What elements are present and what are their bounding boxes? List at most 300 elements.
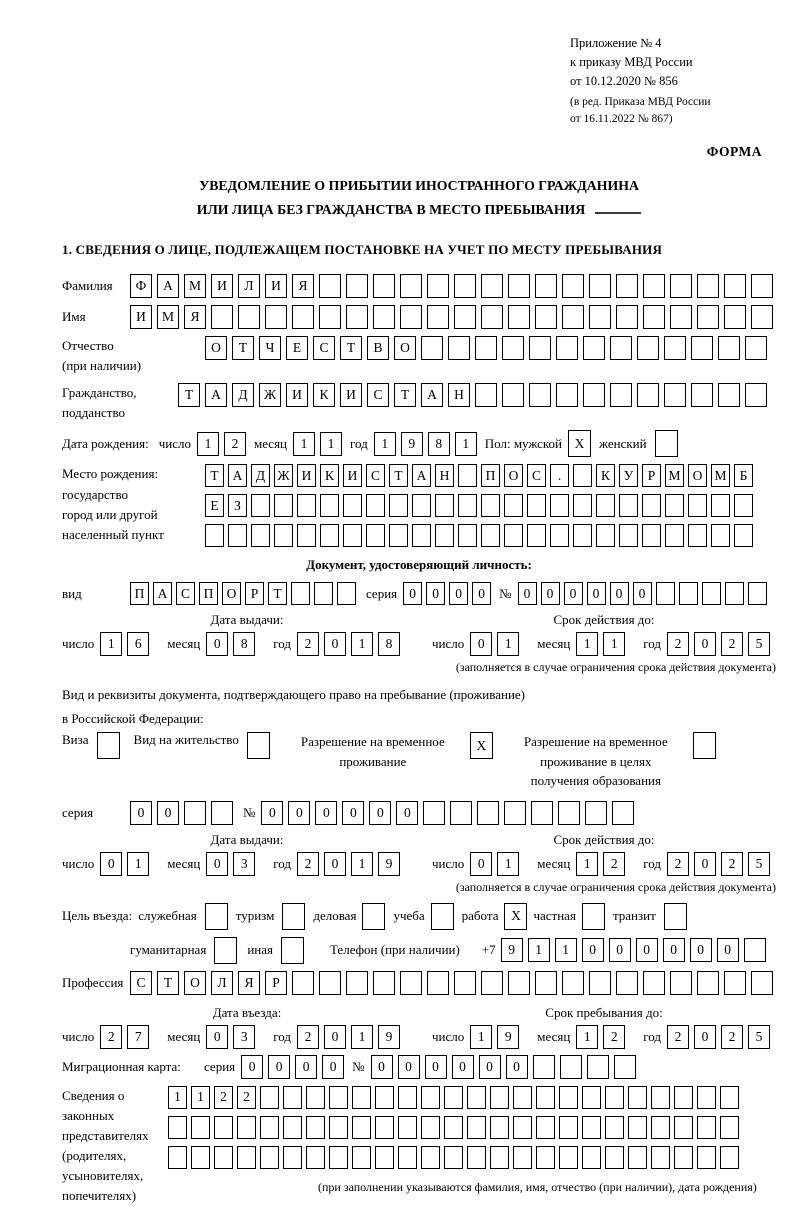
char-cell[interactable] [398,1086,417,1109]
char-cell[interactable]: 1 [351,632,373,656]
char-cell[interactable]: 2 [237,1086,256,1109]
char-cell[interactable]: 1 [455,432,477,456]
char-cell[interactable]: К [596,464,615,487]
char-cell[interactable]: П [130,582,149,605]
char-cell[interactable]: 0 [609,938,631,962]
char-cell[interactable] [744,938,766,962]
char-cell[interactable] [693,732,716,759]
char-cell[interactable] [643,971,665,995]
char-cell[interactable]: 0 [449,582,468,605]
char-cell[interactable] [628,1086,647,1109]
char-cell[interactable] [375,1116,394,1139]
doc-series-cells[interactable] [403,582,491,605]
char-cell[interactable] [292,971,314,995]
char-cell[interactable]: 0 [425,1055,447,1079]
char-cell[interactable]: И [265,274,287,298]
char-cell[interactable] [656,582,675,605]
expiry-month-cells[interactable] [576,632,625,656]
char-cell[interactable] [724,305,746,329]
char-cell[interactable]: 0 [479,1055,501,1079]
char-cell[interactable] [481,524,500,547]
char-cell[interactable] [559,1146,578,1169]
char-cell[interactable] [614,1055,636,1079]
char-cell[interactable] [697,1146,716,1169]
char-cell[interactable] [573,524,592,547]
char-cell[interactable]: С [176,582,195,605]
char-cell[interactable]: 2 [297,852,319,876]
char-cell[interactable] [513,1086,532,1109]
char-cell[interactable] [412,494,431,517]
char-cell[interactable] [642,494,661,517]
char-cell[interactable] [320,494,339,517]
char-cell[interactable] [454,305,476,329]
migration-number-cells[interactable] [371,1055,636,1079]
char-cell[interactable] [651,1086,670,1109]
char-cell[interactable]: 1 [197,432,219,456]
char-cell[interactable]: В [367,336,389,360]
char-cell[interactable] [362,903,385,930]
char-cell[interactable] [319,305,341,329]
char-cell[interactable]: Б [734,464,753,487]
char-cell[interactable]: Р [265,971,287,995]
entry-month-cells[interactable] [206,1025,255,1049]
char-cell[interactable] [688,494,707,517]
char-cell[interactable]: М [157,305,179,329]
char-cell[interactable]: 0 [690,938,712,962]
char-cell[interactable]: 2 [214,1086,233,1109]
char-cell[interactable] [596,524,615,547]
char-cell[interactable]: 0 [587,582,606,605]
char-cell[interactable]: 1 [293,432,315,456]
char-cell[interactable] [191,1146,210,1169]
char-cell[interactable]: 0 [403,582,422,605]
purpose-business-checkbox[interactable] [362,903,385,930]
char-cell[interactable] [745,383,767,407]
char-cell[interactable]: 5 [748,1025,770,1049]
char-cell[interactable] [559,1086,578,1109]
char-cell[interactable] [610,383,632,407]
char-cell[interactable] [337,582,356,605]
char-cell[interactable]: 3 [233,852,255,876]
char-cell[interactable] [214,937,237,964]
char-cell[interactable] [329,1116,348,1139]
char-cell[interactable] [427,305,449,329]
char-cell[interactable]: С [130,971,152,995]
purpose-other-checkbox[interactable] [281,937,304,964]
char-cell[interactable] [352,1116,371,1139]
char-cell[interactable]: 2 [667,632,689,656]
char-cell[interactable] [427,971,449,995]
char-cell[interactable] [589,305,611,329]
char-cell[interactable] [281,937,304,964]
char-cell[interactable]: Ч [259,336,281,360]
char-cell[interactable] [400,274,422,298]
char-cell[interactable] [458,524,477,547]
char-cell[interactable] [536,1146,555,1169]
char-cell[interactable] [562,305,584,329]
char-cell[interactable] [745,336,767,360]
profession-cells[interactable] [130,971,773,995]
char-cell[interactable] [475,383,497,407]
char-cell[interactable] [319,971,341,995]
char-cell[interactable] [237,1116,256,1139]
char-cell[interactable]: О [394,336,416,360]
char-cell[interactable]: 2 [667,1025,689,1049]
char-cell[interactable] [444,1146,463,1169]
char-cell[interactable] [475,336,497,360]
char-cell[interactable]: Н [448,383,470,407]
char-cell[interactable]: Ж [259,383,281,407]
char-cell[interactable]: 0 [261,801,283,825]
char-cell[interactable] [467,1146,486,1169]
representatives-cells-row3[interactable] [168,1146,757,1169]
char-cell[interactable] [400,971,422,995]
char-cell[interactable] [421,1146,440,1169]
res-expiry-month-cells[interactable] [576,852,625,876]
char-cell[interactable] [481,305,503,329]
visa-checkbox[interactable] [97,732,120,759]
representatives-cells-row1[interactable] [168,1086,757,1109]
char-cell[interactable] [490,1086,509,1109]
residence-permit-checkbox[interactable] [247,732,270,759]
char-cell[interactable] [664,383,686,407]
char-cell[interactable]: X [568,430,591,457]
char-cell[interactable] [283,1146,302,1169]
phone-cells[interactable] [501,938,766,962]
patronymic-cells[interactable] [205,336,767,360]
char-cell[interactable]: 0 [636,938,658,962]
issue-month-cells[interactable] [206,632,255,656]
char-cell[interactable]: 1 [497,852,519,876]
char-cell[interactable] [346,971,368,995]
name-cells[interactable] [130,305,773,329]
char-cell[interactable] [562,971,584,995]
char-cell[interactable]: 0 [633,582,652,605]
char-cell[interactable] [711,524,730,547]
char-cell[interactable]: 0 [564,582,583,605]
migration-series-cells[interactable] [241,1055,344,1079]
char-cell[interactable]: 2 [224,432,246,456]
char-cell[interactable] [513,1146,532,1169]
char-cell[interactable] [346,274,368,298]
char-cell[interactable] [529,336,551,360]
char-cell[interactable] [628,1116,647,1139]
char-cell[interactable] [665,524,684,547]
char-cell[interactable] [373,274,395,298]
char-cell[interactable] [431,903,454,930]
char-cell[interactable] [596,494,615,517]
char-cell[interactable] [444,1086,463,1109]
char-cell[interactable]: 1 [555,938,577,962]
char-cell[interactable] [664,903,687,930]
stay-month-cells[interactable] [576,1025,625,1049]
male-checkbox[interactable] [568,430,591,457]
char-cell[interactable]: Е [205,494,224,517]
char-cell[interactable]: X [470,732,493,759]
char-cell[interactable] [502,383,524,407]
char-cell[interactable]: 0 [426,582,445,605]
char-cell[interactable] [283,1116,302,1139]
char-cell[interactable] [718,336,740,360]
char-cell[interactable] [720,1146,739,1169]
char-cell[interactable]: 9 [497,1025,519,1049]
char-cell[interactable] [748,582,767,605]
char-cell[interactable]: 2 [297,632,319,656]
char-cell[interactable] [389,524,408,547]
char-cell[interactable] [751,274,773,298]
char-cell[interactable]: 0 [241,1055,263,1079]
char-cell[interactable] [458,464,477,487]
char-cell[interactable] [691,336,713,360]
char-cell[interactable] [508,971,530,995]
char-cell[interactable]: С [367,383,389,407]
birth-year-cells[interactable] [374,432,477,456]
char-cell[interactable] [711,494,730,517]
char-cell[interactable]: 0 [610,582,629,605]
char-cell[interactable] [691,383,713,407]
char-cell[interactable]: 0 [157,801,179,825]
char-cell[interactable] [421,1086,440,1109]
char-cell[interactable] [265,305,287,329]
res-expiry-day-cells[interactable] [470,852,519,876]
char-cell[interactable]: 0 [396,801,418,825]
char-cell[interactable] [688,524,707,547]
char-cell[interactable] [562,274,584,298]
char-cell[interactable] [697,971,719,995]
char-cell[interactable] [205,903,228,930]
char-cell[interactable]: Л [211,971,233,995]
char-cell[interactable] [435,524,454,547]
char-cell[interactable] [651,1146,670,1169]
char-cell[interactable] [651,1116,670,1139]
char-cell[interactable]: 2 [721,852,743,876]
char-cell[interactable]: С [527,464,546,487]
char-cell[interactable]: 0 [315,801,337,825]
char-cell[interactable] [605,1116,624,1139]
char-cell[interactable] [536,1086,555,1109]
char-cell[interactable]: 1 [603,632,625,656]
char-cell[interactable] [191,1116,210,1139]
char-cell[interactable] [529,383,551,407]
purpose-official-checkbox[interactable] [205,903,228,930]
char-cell[interactable] [214,1116,233,1139]
char-cell[interactable] [329,1146,348,1169]
char-cell[interactable]: Т [268,582,287,605]
char-cell[interactable]: 0 [452,1055,474,1079]
char-cell[interactable] [502,336,524,360]
char-cell[interactable] [702,582,721,605]
char-cell[interactable]: 0 [694,1025,716,1049]
res-expiry-year-cells[interactable] [667,852,770,876]
char-cell[interactable] [679,582,698,605]
char-cell[interactable]: 1 [528,938,550,962]
res-issue-month-cells[interactable] [206,852,255,876]
char-cell[interactable]: 1 [127,852,149,876]
issue-year-cells[interactable] [297,632,400,656]
char-cell[interactable]: 0 [130,801,152,825]
char-cell[interactable]: 0 [324,632,346,656]
char-cell[interactable] [306,1116,325,1139]
char-cell[interactable]: 0 [717,938,739,962]
char-cell[interactable]: . [550,464,569,487]
char-cell[interactable] [556,383,578,407]
char-cell[interactable]: О [504,464,523,487]
char-cell[interactable] [481,494,500,517]
char-cell[interactable]: А [157,274,179,298]
char-cell[interactable]: А [153,582,172,605]
char-cell[interactable] [674,1146,693,1169]
char-cell[interactable] [724,274,746,298]
char-cell[interactable] [260,1086,279,1109]
char-cell[interactable] [467,1086,486,1109]
temp-residence-checkbox[interactable] [470,732,493,759]
char-cell[interactable] [513,1116,532,1139]
char-cell[interactable] [535,274,557,298]
char-cell[interactable] [454,274,476,298]
char-cell[interactable]: 1 [168,1086,187,1109]
char-cell[interactable] [582,903,605,930]
char-cell[interactable] [297,494,316,517]
char-cell[interactable] [670,971,692,995]
char-cell[interactable]: 1 [470,1025,492,1049]
char-cell[interactable] [734,494,753,517]
char-cell[interactable] [373,305,395,329]
char-cell[interactable] [527,494,546,517]
char-cell[interactable]: 0 [342,801,364,825]
char-cell[interactable] [329,1086,348,1109]
char-cell[interactable]: А [412,464,431,487]
char-cell[interactable] [274,524,293,547]
char-cell[interactable] [343,524,362,547]
char-cell[interactable] [352,1086,371,1109]
char-cell[interactable]: 2 [721,632,743,656]
char-cell[interactable]: 2 [721,1025,743,1049]
char-cell[interactable]: 0 [206,852,228,876]
char-cell[interactable] [251,494,270,517]
char-cell[interactable] [352,1146,371,1169]
entry-day-cells[interactable] [100,1025,149,1049]
purpose-study-checkbox[interactable] [431,903,454,930]
purpose-transit-checkbox[interactable] [664,903,687,930]
char-cell[interactable]: А [228,464,247,487]
char-cell[interactable] [670,274,692,298]
char-cell[interactable] [320,524,339,547]
char-cell[interactable] [605,1086,624,1109]
char-cell[interactable] [720,1116,739,1139]
char-cell[interactable] [228,524,247,547]
purpose-humanitarian-checkbox[interactable] [214,937,237,964]
char-cell[interactable] [319,274,341,298]
char-cell[interactable]: 0 [470,632,492,656]
char-cell[interactable] [366,524,385,547]
char-cell[interactable] [751,305,773,329]
char-cell[interactable] [375,1146,394,1169]
birthplace-cells-row2[interactable] [205,494,753,517]
char-cell[interactable] [237,1146,256,1169]
edu-residence-checkbox[interactable] [693,732,716,759]
char-cell[interactable] [450,801,472,825]
birthplace-cells-row3[interactable] [205,524,753,547]
char-cell[interactable]: И [343,464,362,487]
char-cell[interactable]: 0 [506,1055,528,1079]
char-cell[interactable]: Н [435,464,454,487]
char-cell[interactable]: Д [232,383,254,407]
char-cell[interactable] [274,494,293,517]
char-cell[interactable] [398,1116,417,1139]
char-cell[interactable] [421,1116,440,1139]
char-cell[interactable] [389,494,408,517]
char-cell[interactable]: Т [232,336,254,360]
char-cell[interactable]: 2 [100,1025,122,1049]
char-cell[interactable] [467,1116,486,1139]
char-cell[interactable]: А [205,383,227,407]
char-cell[interactable]: 0 [324,1025,346,1049]
char-cell[interactable]: 8 [428,432,450,456]
char-cell[interactable]: С [313,336,335,360]
char-cell[interactable]: А [421,383,443,407]
char-cell[interactable]: 5 [748,632,770,656]
char-cell[interactable] [291,582,310,605]
char-cell[interactable] [610,336,632,360]
birth-month-cells[interactable] [293,432,342,456]
char-cell[interactable]: 0 [582,938,604,962]
char-cell[interactable] [751,971,773,995]
char-cell[interactable]: Р [245,582,264,605]
char-cell[interactable] [637,383,659,407]
char-cell[interactable] [282,903,305,930]
char-cell[interactable] [260,1116,279,1139]
char-cell[interactable] [504,801,526,825]
doc-kind-cells[interactable] [130,582,356,605]
char-cell[interactable] [720,1086,739,1109]
char-cell[interactable]: 0 [206,632,228,656]
char-cell[interactable]: 0 [541,582,560,605]
char-cell[interactable]: Т [178,383,200,407]
char-cell[interactable] [550,524,569,547]
char-cell[interactable]: П [199,582,218,605]
char-cell[interactable]: 0 [322,1055,344,1079]
char-cell[interactable]: Т [394,383,416,407]
char-cell[interactable] [612,801,634,825]
char-cell[interactable] [585,801,607,825]
char-cell[interactable] [481,274,503,298]
char-cell[interactable]: 0 [398,1055,420,1079]
res-issue-year-cells[interactable] [297,852,400,876]
char-cell[interactable] [508,305,530,329]
birth-day-cells[interactable] [197,432,246,456]
char-cell[interactable] [490,1146,509,1169]
char-cell[interactable] [458,494,477,517]
char-cell[interactable] [718,383,740,407]
char-cell[interactable] [247,732,270,759]
char-cell[interactable]: М [184,274,206,298]
char-cell[interactable] [427,274,449,298]
char-cell[interactable] [664,336,686,360]
char-cell[interactable]: 1 [497,632,519,656]
char-cell[interactable] [531,801,553,825]
char-cell[interactable] [346,305,368,329]
char-cell[interactable]: 0 [324,852,346,876]
char-cell[interactable] [616,274,638,298]
char-cell[interactable] [508,274,530,298]
char-cell[interactable] [589,274,611,298]
char-cell[interactable] [589,971,611,995]
purpose-work-checkbox[interactable] [504,903,527,930]
char-cell[interactable]: 0 [369,801,391,825]
char-cell[interactable] [398,1146,417,1169]
char-cell[interactable] [573,494,592,517]
char-cell[interactable]: 0 [371,1055,393,1079]
